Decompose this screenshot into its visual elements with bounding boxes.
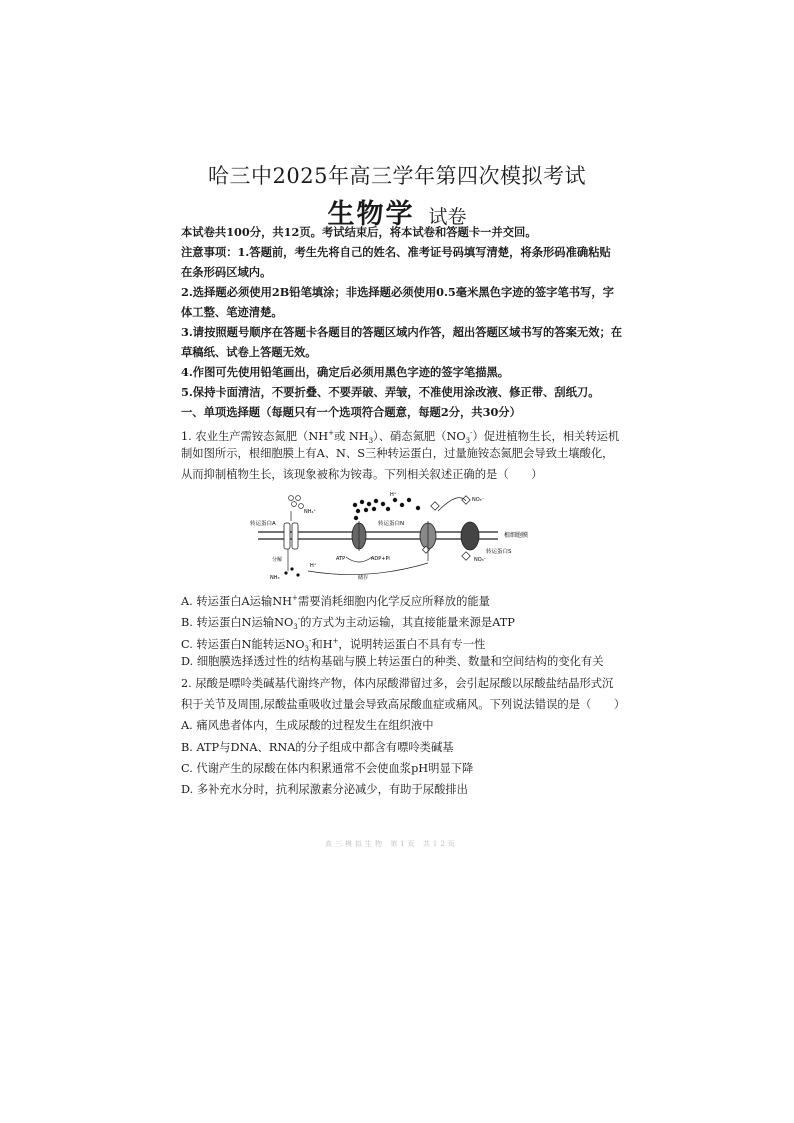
instruction-note-1a: 注意事项：1.答题前，考生先将自己的姓名、准考证号码填写清楚，将条形码准确粘贴 — [181, 245, 611, 259]
instruction-note-2b: 体工整、笔迹清楚。 — [181, 305, 283, 319]
q1-option-b: B. 转运蛋白N运输$NO_3^-$的方式为主动运输，其直接能量来源是ATP — [181, 615, 515, 632]
instruction-note-3b: 草稿纸、试卷上答题无效。 — [181, 345, 317, 359]
q1-option-c: C. 转运蛋白N能转运$NO_3^-$和H+，说明转运蛋白不具有专一性 — [181, 637, 486, 654]
store-label: 储存 — [358, 575, 369, 581]
no3-bottom-label: NO₃⁻ — [474, 557, 487, 563]
label-transporter-n: 转运蛋白N — [378, 521, 405, 527]
h-top-label: H⁺ — [390, 492, 397, 498]
decomp-label: 分解 — [272, 557, 283, 563]
q2-stem-line-2: 积于关节及周围,尿酸盐重吸收过量会导致高尿酸血症或痛风。下列说法错误的是（ ） — [181, 698, 626, 711]
exam-title: 哈三中2025年高三学年第四次模拟考试 — [208, 164, 586, 188]
q1-stem-line-3: 从而抑制植物生长，该现象被称为铵毒。下列相关叙述正确的是（ ） — [181, 468, 543, 481]
subject-name: 生物学 — [327, 199, 415, 230]
nh3-label: NH₃ — [270, 575, 280, 581]
no3-top-label: NO₃⁻ — [472, 497, 485, 503]
transport-diagram — [248, 491, 570, 585]
instruction-note-2a: 2.选择题必须使用2B铅笔填涂；非选择题必须使用0.5毫米黑色字迹的签字笔书写，字 — [181, 285, 614, 299]
q1-option-d: D. 细胞膜选择透过性的结构基础与膜上转运蛋白的种类、数量和空间结构的变化有关 — [181, 655, 604, 668]
instruction-note-1b: 在条形码区域内。 — [181, 265, 272, 279]
paper-label: 试卷 — [428, 206, 467, 228]
q2-option-d: D. 多补充水分时，抗利尿激素分泌减少，有助于尿酸排出 — [181, 783, 468, 796]
h-bottom-label: H⁺ — [310, 563, 317, 569]
q1-stem-line-2: 制如图所示，根细胞膜上有A、N、S三种转运蛋白，过量施铵态氮肥会导致土壤酸化， — [181, 447, 614, 460]
adp-label: ADP+Pi — [371, 556, 390, 562]
q1-stem-line-1: 1. 农业生产需铵态氮肥（NH+或 $NH_3$）、硝态氮肥$(NO_3^-)$促进植物生长，相关转运机 — [181, 429, 620, 446]
label-transporter-a: 转运蛋白A — [250, 521, 276, 527]
q2-option-b: B. ATP与DNA、RNA的分子组成中都含有嘌呤类碱基 — [181, 741, 454, 754]
transporter-a-shape — [284, 523, 298, 549]
h-ion-dots — [353, 498, 420, 520]
instruction-note-3a: 3.请按照题号顺序在答题卡各题目的答题区域内作答，超出答题区域书写的答案无效；在 — [181, 325, 623, 339]
atp-label: ATP — [336, 556, 346, 562]
section-heading: 一、单项选择题（每题只有一个选项符合题意，每题2分，共30分） — [181, 405, 521, 419]
page-footer: 高三模拟生物 第1页 共12页 — [325, 840, 458, 848]
instruction-note-4: 4.作图可先使用铅笔画出，确定后必须用黑色字迹的签字笔描黑。 — [181, 365, 510, 379]
instruction-note-5: 5.保持卡面清洁，不要折叠、不要弄破、弄皱，不准使用涂改液、修正带、刮纸刀。 — [181, 385, 600, 399]
q2-option-c: C. 代谢产生的尿酸在体内积累通常不会使血浆pH明显下降 — [181, 762, 474, 775]
nh3-dots — [284, 567, 299, 576]
instructions-intro: 本试卷共100分，共12页。考试结束后，将本试卷和答题卡一并交回。 — [181, 225, 537, 239]
q2-stem-line-1: 2. 尿酸是嘌呤类碱基代谢终产物，体内尿酸滞留过多，会引起尿酸以尿酸盐结晶形式沉 — [181, 677, 614, 690]
q2-option-a: A. 痛风患者体内，生成尿酸的过程发生在组织液中 — [181, 719, 434, 732]
transporter-s-shape — [461, 522, 479, 550]
nh4-label: NH₄⁺ — [304, 509, 317, 515]
label-transporter-s: 转运蛋白S — [486, 549, 512, 555]
nh4-circles — [289, 496, 304, 509]
q1-option-a: A. 转运蛋白A运输NH+需要消耗细胞内化学反应所释放的能量 — [181, 594, 490, 608]
membrane-label: 根细胞膜 — [504, 532, 529, 539]
